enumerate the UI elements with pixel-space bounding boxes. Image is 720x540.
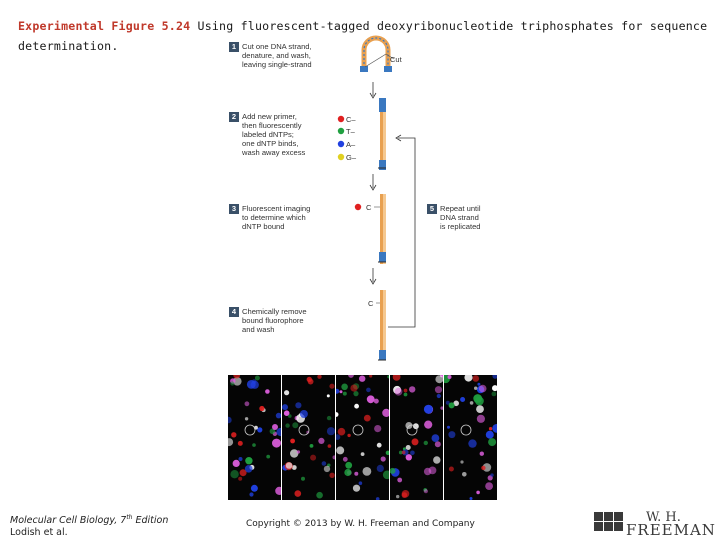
fluorescent-spot bbox=[359, 376, 365, 382]
fluorescent-spot bbox=[424, 441, 428, 445]
fluorescent-spot bbox=[480, 452, 484, 456]
flow-arrow bbox=[370, 82, 376, 98]
fluorescent-spot bbox=[460, 460, 463, 463]
fluorescent-spot bbox=[345, 462, 352, 469]
step-5-line: is replicated bbox=[440, 222, 481, 231]
fluorescent-spot bbox=[272, 424, 278, 430]
fluorescence-micrograph-panel bbox=[444, 375, 497, 500]
fluorescent-spot bbox=[265, 389, 270, 394]
fluorescent-spot bbox=[344, 469, 351, 476]
fluorescent-spot bbox=[328, 444, 332, 448]
fluorescent-spot bbox=[424, 468, 431, 475]
fluorescent-spot bbox=[367, 395, 375, 403]
logo-bottom-text: FREEMAN bbox=[626, 521, 716, 539]
fluorescent-spot bbox=[468, 439, 476, 447]
tracked-spot-ring bbox=[299, 425, 309, 435]
fluorescent-spot bbox=[406, 445, 411, 450]
book-title-line bbox=[10, 512, 168, 527]
fluorescent-spot bbox=[485, 482, 493, 490]
flow-arrow bbox=[370, 174, 376, 190]
fluorescent-spot bbox=[492, 424, 497, 433]
authors: Lodish et al. bbox=[10, 527, 68, 539]
fluorescent-spot bbox=[476, 491, 480, 495]
step-1-number: 1 bbox=[229, 42, 239, 52]
step-5-number: 5 bbox=[427, 204, 437, 214]
step-3-number: 3 bbox=[229, 204, 239, 214]
step-3-line: Fluorescent imaging bbox=[242, 204, 311, 213]
fluorescent-spot bbox=[348, 375, 354, 378]
fluorescent-spot bbox=[308, 379, 314, 385]
fluorescent-spot bbox=[470, 401, 474, 405]
fluorescent-spot bbox=[492, 375, 497, 379]
step-4-line: bound fluorophore bbox=[242, 316, 304, 325]
fluorescence-micrograph-panel bbox=[390, 375, 443, 500]
fluorescent-spot bbox=[410, 451, 415, 456]
fluorescent-spot bbox=[286, 462, 293, 469]
step-2-line: then fluorescently bbox=[242, 121, 302, 130]
fluorescent-spot bbox=[475, 397, 484, 406]
logo-squares-icon bbox=[594, 512, 624, 538]
fluorescent-spot bbox=[474, 387, 477, 390]
dna-strand-step-2 bbox=[378, 98, 386, 170]
fluorescent-spot bbox=[440, 406, 443, 409]
fluorescent-spot bbox=[295, 402, 301, 408]
logo-top-text: W. H. bbox=[646, 510, 681, 525]
fluorescent-spot bbox=[238, 477, 242, 481]
fluorescent-spot bbox=[245, 401, 250, 406]
fluorescent-spot bbox=[470, 497, 473, 500]
fluorescent-spot bbox=[324, 466, 330, 472]
micrograph-spots bbox=[282, 375, 335, 500]
fluorescent-spot bbox=[477, 383, 480, 386]
fluorescent-spot bbox=[230, 381, 234, 385]
figure-caption: Using fluorescent-tagged deoxyribonucleotide triphosphates for sequence determination. bbox=[18, 19, 708, 53]
step-1-line: leaving single-strand bbox=[242, 60, 312, 69]
fluorescent-spot bbox=[402, 451, 406, 455]
step-3-line: dNTP bound bbox=[242, 222, 285, 231]
fluorescent-spot bbox=[310, 455, 316, 461]
micrograph-spots bbox=[444, 375, 497, 500]
fluorescent-spot bbox=[448, 375, 452, 379]
fluorescent-spot bbox=[404, 389, 408, 393]
fluorescent-spot bbox=[239, 457, 243, 461]
fluorescent-spot bbox=[409, 386, 415, 392]
fluorescent-spot bbox=[383, 471, 389, 480]
fluorescence-micrograph-panel bbox=[228, 375, 281, 500]
fluorescent-spot bbox=[477, 415, 485, 423]
fluorescent-spot bbox=[249, 492, 253, 496]
fluorescent-spot bbox=[449, 467, 454, 472]
fluorescent-spot bbox=[247, 380, 256, 389]
fluorescent-spot bbox=[374, 425, 381, 432]
fluorescent-spot bbox=[340, 390, 343, 393]
fluorescent-spot bbox=[369, 375, 372, 378]
removed-c-label: C bbox=[368, 299, 374, 308]
fluorescent-spot bbox=[300, 410, 308, 418]
fluorescent-spot bbox=[231, 432, 236, 437]
fluorescent-spot bbox=[297, 450, 300, 453]
publisher-logo bbox=[594, 512, 714, 538]
fluorescent-spot bbox=[350, 385, 357, 392]
bound-c-fluorophore-icon bbox=[355, 204, 361, 210]
fluorescent-spot bbox=[284, 390, 289, 395]
step-1-line: denature, and wash, bbox=[242, 51, 311, 60]
figure-number: Experimental Figure 5.24 bbox=[18, 19, 191, 33]
fluorescent-spot bbox=[376, 497, 380, 500]
fluorescent-spot bbox=[404, 393, 408, 397]
fluorescent-spot bbox=[233, 460, 240, 467]
fluorescent-spot bbox=[424, 421, 432, 429]
fluorescent-spot bbox=[402, 492, 408, 498]
book-title: Molecular Cell Biology, 7 bbox=[10, 515, 127, 527]
fluorescent-spot bbox=[488, 438, 496, 446]
fluorescent-spot bbox=[316, 492, 323, 499]
fluorescent-spot bbox=[343, 392, 347, 396]
micrograph-spots bbox=[336, 375, 389, 500]
fluorescent-spot bbox=[359, 481, 363, 485]
fluorescent-spot bbox=[295, 490, 302, 497]
fluorescent-spot bbox=[489, 427, 492, 430]
fluorescent-spot bbox=[393, 375, 401, 381]
fluorescent-spot bbox=[310, 444, 314, 448]
fluorescent-spot bbox=[343, 457, 348, 462]
step-2-number: 2 bbox=[229, 112, 239, 122]
g-fluorophore-icon bbox=[338, 154, 344, 160]
fluorescent-spot bbox=[435, 386, 442, 393]
dna-strand-step-3 bbox=[374, 194, 386, 264]
fluorescent-spot bbox=[492, 392, 497, 397]
fluorescent-spot bbox=[290, 449, 298, 457]
fluorescent-spot bbox=[382, 409, 389, 417]
fluorescent-spot bbox=[432, 434, 440, 442]
fluorescent-spot bbox=[363, 467, 372, 476]
fluorescent-spot bbox=[353, 391, 358, 396]
fluorescent-spot bbox=[377, 443, 382, 448]
dna-strand-step-4 bbox=[376, 290, 386, 360]
fluorescent-spot bbox=[329, 384, 334, 389]
tracked-spot-ring bbox=[245, 425, 255, 435]
micrograph-spots bbox=[228, 375, 281, 500]
fluorescent-spot bbox=[230, 470, 238, 478]
fluorescent-spot bbox=[327, 394, 330, 397]
bound-c-label: C bbox=[366, 203, 372, 212]
fluorescent-spot bbox=[275, 487, 281, 495]
tracked-spot-ring bbox=[461, 425, 471, 435]
fluorescent-spot bbox=[228, 417, 232, 424]
copyright-notice: Copyright © 2013 by W. H. Freeman and Company bbox=[246, 519, 475, 529]
step-4-line: and wash bbox=[242, 325, 275, 334]
flow-arrow bbox=[370, 268, 376, 284]
step-2-line: wash away excess bbox=[242, 148, 306, 157]
step-2-line: Add new primer, bbox=[242, 112, 297, 121]
fluorescent-spot bbox=[479, 385, 487, 393]
fluorescent-spot bbox=[238, 441, 243, 446]
fluorescence-micrograph-panel bbox=[336, 375, 389, 500]
fluorescent-spot bbox=[259, 406, 264, 411]
step-5-line: Repeat until bbox=[440, 204, 481, 213]
fluorescent-spot bbox=[435, 441, 441, 447]
fluorescent-spot bbox=[272, 439, 281, 448]
fluorescent-spot bbox=[361, 452, 365, 456]
fluorescent-spot bbox=[317, 375, 321, 379]
fluorescent-spot bbox=[405, 422, 412, 429]
edition-sup: th bbox=[126, 514, 133, 521]
fluorescent-spot bbox=[381, 456, 386, 461]
fluorescent-spot bbox=[245, 417, 248, 420]
fluorescent-spot bbox=[282, 404, 288, 410]
fluorescent-spot bbox=[464, 375, 472, 382]
fluorescent-spot bbox=[301, 477, 305, 481]
a-fluorophore-icon bbox=[338, 141, 344, 147]
fluorescent-spot bbox=[413, 423, 419, 429]
fluorescent-spot bbox=[395, 388, 403, 396]
fluorescent-spot bbox=[424, 489, 428, 493]
fluorescent-spot bbox=[460, 397, 465, 402]
dntp-g-label: G– bbox=[346, 153, 357, 162]
fluorescent-spot bbox=[327, 427, 335, 435]
fluorescent-spot bbox=[341, 384, 348, 391]
dntp-a-label: A– bbox=[346, 140, 356, 149]
fluorescent-spot bbox=[292, 422, 298, 428]
edition-word: Edition bbox=[132, 515, 169, 527]
fluorescent-spot bbox=[481, 466, 485, 470]
fluorescent-spot bbox=[397, 478, 402, 483]
fluorescent-spot bbox=[437, 394, 441, 398]
fluorescent-spot bbox=[252, 443, 256, 447]
fluorescent-spot bbox=[364, 415, 371, 422]
book-citation bbox=[10, 512, 168, 539]
fluorescent-spot bbox=[492, 385, 497, 391]
fluorescent-spot bbox=[412, 438, 419, 445]
step-4-number: 4 bbox=[229, 307, 239, 317]
fluorescent-spot bbox=[327, 416, 331, 420]
fluorescent-spot bbox=[354, 472, 358, 476]
step-3-line: to determine which bbox=[242, 213, 306, 222]
micrograph-spots bbox=[390, 375, 443, 500]
fluorescent-spot bbox=[318, 438, 324, 444]
step-5-line: DNA strand bbox=[440, 213, 479, 222]
fluorescent-spot bbox=[447, 426, 450, 429]
dntp-t-label: T– bbox=[346, 127, 355, 136]
fluorescent-spot bbox=[276, 413, 281, 419]
fluorescent-spot bbox=[435, 375, 443, 383]
fluorescent-spot bbox=[245, 457, 252, 464]
fluorescent-spot bbox=[322, 461, 327, 466]
fluorescent-spot bbox=[448, 431, 455, 438]
fluorescent-spot bbox=[290, 439, 295, 444]
step-2-line: labeled dNTPs; bbox=[242, 130, 294, 139]
t-fluorophore-icon bbox=[338, 128, 344, 134]
step-4-line: Chemically remove bbox=[242, 307, 307, 316]
fluorescent-spot bbox=[473, 375, 480, 382]
hairpin-dna-icon bbox=[360, 38, 394, 72]
fluorescent-spot bbox=[266, 455, 270, 459]
fluorescent-spot bbox=[336, 446, 344, 454]
fluorescent-spot bbox=[462, 472, 467, 477]
fluorescent-spot bbox=[347, 434, 350, 437]
fluorescent-spot bbox=[424, 405, 433, 414]
fluorescent-spot bbox=[377, 465, 384, 472]
fluorescent-spot bbox=[251, 485, 258, 492]
fluorescent-spot bbox=[329, 473, 334, 478]
step-2-line: one dNTP binds, bbox=[242, 139, 299, 148]
fluorescent-spot bbox=[386, 451, 389, 455]
fluorescent-spot bbox=[366, 388, 371, 393]
fluorescent-spot bbox=[257, 427, 262, 432]
fluorescent-spot bbox=[476, 405, 484, 413]
fluorescent-spot bbox=[336, 412, 339, 417]
fluorescent-spot bbox=[285, 423, 289, 427]
fluorescent-spot bbox=[336, 389, 339, 394]
cut-label: Cut bbox=[390, 55, 402, 64]
fluorescent-spot bbox=[433, 456, 440, 463]
fluorescence-micrograph-panel bbox=[282, 375, 335, 500]
fluorescent-spot bbox=[336, 434, 340, 440]
repeat-loop-arrow bbox=[388, 135, 415, 327]
fluorescent-spot bbox=[245, 465, 253, 473]
fluorescent-spot bbox=[396, 495, 399, 498]
step-1-line: Cut one DNA strand, bbox=[242, 42, 312, 51]
fluorescent-spot bbox=[486, 431, 494, 439]
fluorescent-spot bbox=[490, 473, 493, 476]
tracked-spot-ring bbox=[353, 425, 363, 435]
fluorescent-spot bbox=[333, 455, 336, 459]
fluorescent-spot bbox=[228, 438, 233, 446]
fluorescent-spot bbox=[338, 428, 346, 436]
dntp-c-label: C– bbox=[346, 115, 356, 124]
fluorescent-spot bbox=[354, 404, 359, 409]
fluorescent-spot bbox=[288, 414, 292, 418]
fluorescent-spot bbox=[449, 402, 455, 408]
fluorescent-spot bbox=[387, 375, 389, 378]
c-fluorophore-icon bbox=[338, 116, 344, 122]
fluorescent-spot bbox=[353, 485, 360, 492]
